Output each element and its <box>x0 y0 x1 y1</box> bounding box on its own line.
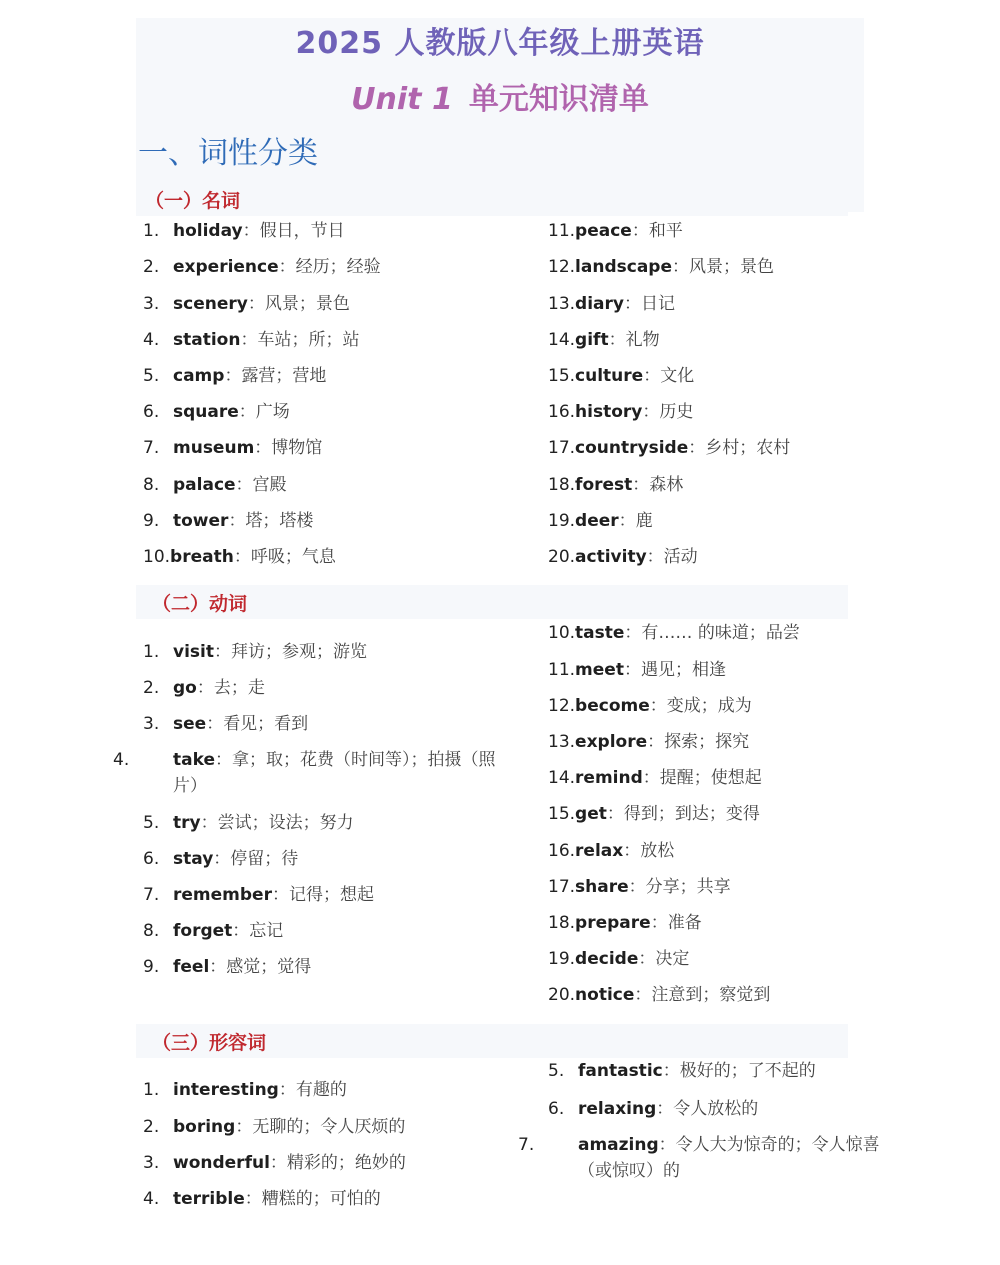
item-number: 4. <box>143 330 160 350</box>
item-number: 2. <box>143 257 160 277</box>
section-heading-background <box>136 182 848 216</box>
item-number: 12. <box>548 257 576 277</box>
chinese-meaning: 假日，节日 <box>259 221 345 241</box>
document-subtitle <box>0 74 1000 118</box>
colon-separator: ： <box>196 678 214 698</box>
colon-separator: ： <box>656 1099 674 1119</box>
chinese-meaning: 风景；景色 <box>688 257 774 277</box>
colon-separator: ： <box>638 949 656 969</box>
item-number: 3. <box>143 294 160 314</box>
english-word: become <box>575 696 650 716</box>
english-word: relaxing <box>578 1099 657 1119</box>
vocab-item <box>143 327 359 353</box>
item-number: 13. <box>548 732 576 752</box>
document-title: 2025 人教版八年级上册英语 <box>295 26 705 61</box>
chinese-meaning: 露营；营地 <box>241 366 327 386</box>
english-word: deer <box>575 511 619 531</box>
item-number: 4. <box>113 750 130 770</box>
vocab-item <box>143 711 308 737</box>
vocab-item <box>548 874 731 900</box>
vocab-item <box>548 508 653 534</box>
colon-separator: ： <box>200 813 218 833</box>
colon-separator: ： <box>662 1061 680 1081</box>
item-number: 1. <box>143 221 160 241</box>
english-word: remind <box>575 768 643 788</box>
english-word: peace <box>575 221 632 241</box>
item-number: 17. <box>548 438 576 458</box>
vocab-item <box>548 765 762 791</box>
vocab-item <box>548 291 675 317</box>
english-word: remember <box>173 885 272 905</box>
item-number: 12. <box>548 696 576 716</box>
english-word: station <box>173 330 241 350</box>
colon-separator: ： <box>235 1117 253 1137</box>
chinese-meaning: 和平 <box>648 221 683 241</box>
english-word: boring <box>173 1117 236 1137</box>
colon-separator: ： <box>232 921 250 941</box>
english-word: square <box>173 402 239 422</box>
colon-separator: ： <box>278 257 296 277</box>
chinese-meaning: 博物馆 <box>271 438 323 458</box>
vocab-item <box>143 675 265 701</box>
item-number: 9. <box>143 957 160 977</box>
colon-separator: ： <box>671 257 689 277</box>
english-word: wonderful <box>173 1153 270 1173</box>
vocab-item <box>548 801 760 827</box>
vocab-item <box>548 693 752 719</box>
colon-separator: ： <box>242 221 260 241</box>
item-number: 20. <box>548 985 576 1005</box>
vocab-item <box>143 472 287 498</box>
vocab-item <box>143 846 298 872</box>
item-number: 13. <box>548 294 576 314</box>
vocab-item <box>143 508 313 534</box>
vocab-item <box>548 946 689 972</box>
colon-separator: ： <box>608 330 626 350</box>
vocab-item <box>143 1150 406 1176</box>
item-number: 7. <box>518 1135 535 1155</box>
english-word: notice <box>575 985 635 1005</box>
item-number: 11. <box>548 221 576 241</box>
english-word: forest <box>575 475 633 495</box>
english-word: stay <box>173 849 214 869</box>
english-word: holiday <box>173 221 243 241</box>
item-number: 4. <box>143 1189 160 1209</box>
colon-separator: ： <box>632 475 650 495</box>
item-number: 1. <box>143 642 160 662</box>
chinese-meaning: 活动 <box>663 547 698 567</box>
colon-separator: ： <box>634 985 652 1005</box>
vocab-item <box>143 363 326 389</box>
colon-separator: ： <box>235 475 253 495</box>
vocab-item <box>143 435 322 461</box>
colon-separator: ： <box>631 221 649 241</box>
chinese-meaning: 乡村；农村 <box>705 438 791 458</box>
vocab-item <box>143 882 374 908</box>
colon-separator: ： <box>642 768 660 788</box>
vocab-item <box>548 982 770 1008</box>
item-number: 1. <box>143 1080 160 1100</box>
english-word: visit <box>173 642 214 662</box>
vocab-item <box>548 544 698 570</box>
vocab-item <box>548 399 693 425</box>
item-number: 6. <box>143 402 160 422</box>
item-number: 16. <box>548 841 576 861</box>
item-number: 8. <box>143 921 160 941</box>
english-word: try <box>173 813 201 833</box>
chinese-meaning: 有趣的 <box>295 1080 347 1100</box>
chinese-meaning: 令人放松的 <box>673 1099 759 1119</box>
item-number: 11. <box>548 660 576 680</box>
english-word: countryside <box>575 438 689 458</box>
colon-separator: ： <box>647 732 665 752</box>
section-heading: （二）动词 <box>152 593 248 615</box>
english-word: take <box>173 750 215 770</box>
colon-separator: ： <box>623 294 641 314</box>
colon-separator: ： <box>214 750 232 770</box>
english-word: landscape <box>575 257 672 277</box>
chinese-meaning: 拜访；参观；游览 <box>230 642 367 662</box>
colon-separator: ： <box>213 849 231 869</box>
english-word: activity <box>575 547 647 567</box>
vocab-item <box>143 1077 347 1103</box>
colon-separator: ： <box>623 660 641 680</box>
chinese-meaning: 得到；到达；变得 <box>623 804 760 824</box>
english-word: prepare <box>575 913 651 933</box>
part-title: 一、词性分类 <box>138 136 318 171</box>
chinese-meaning: 塔；塔楼 <box>245 511 314 531</box>
item-number: 7. <box>143 885 160 905</box>
item-number: 14. <box>548 330 576 350</box>
vocab-item <box>143 639 367 665</box>
item-number: 15. <box>548 804 576 824</box>
colon-separator: ： <box>271 885 289 905</box>
chinese-meaning: 极好的；了不起的 <box>679 1061 816 1081</box>
vocab-item <box>143 1114 405 1140</box>
item-number: 16. <box>548 402 576 422</box>
english-word: history <box>575 402 643 422</box>
english-word: scenery <box>173 294 248 314</box>
vocab-item <box>143 254 381 280</box>
item-number: 19. <box>548 949 576 969</box>
english-word: tower <box>173 511 229 531</box>
english-word: explore <box>575 732 648 752</box>
vocab-item <box>143 954 311 980</box>
chinese-meaning: 遇见；相逢 <box>640 660 726 680</box>
chinese-meaning: 提醒；使想起 <box>659 768 762 788</box>
vocab-item <box>548 327 660 353</box>
chinese-meaning: 决定 <box>655 949 690 969</box>
chinese-meaning: 拿；取；花费（时间等）；拍摄（照片） <box>173 750 496 796</box>
item-number: 5. <box>143 366 160 386</box>
colon-separator: ： <box>244 1189 262 1209</box>
vocab-item <box>143 1186 381 1212</box>
english-word: relax <box>575 841 624 861</box>
item-number: 10. <box>548 623 576 643</box>
item-number: 17. <box>548 877 576 897</box>
item-number: 8. <box>143 475 160 495</box>
chinese-meaning: 停留；待 <box>230 849 299 869</box>
vocab-item <box>143 810 354 836</box>
english-word: breath <box>170 547 234 567</box>
vocab-item <box>518 1132 896 1184</box>
item-number: 15. <box>548 366 576 386</box>
item-number: 19. <box>548 511 576 531</box>
colon-separator: ： <box>643 366 661 386</box>
chinese-meaning: 无聊的；令人厌烦的 <box>252 1117 406 1137</box>
colon-separator: ： <box>209 957 227 977</box>
colon-separator: ： <box>240 330 258 350</box>
colon-separator: ： <box>624 623 642 643</box>
chinese-meaning: 经历；经验 <box>295 257 381 277</box>
chinese-meaning: 有…… 的味道；品尝 <box>641 623 800 643</box>
item-number: 2. <box>143 1117 160 1137</box>
chinese-meaning: 感觉；觉得 <box>226 957 312 977</box>
vocab-item <box>548 254 774 280</box>
english-word: forget <box>173 921 233 941</box>
english-word: palace <box>173 475 236 495</box>
english-word: share <box>575 877 629 897</box>
vocab-item <box>143 918 283 944</box>
english-word: gift <box>575 330 609 350</box>
colon-separator: ： <box>228 511 246 531</box>
vocab-item <box>548 910 702 936</box>
colon-separator: ： <box>658 1135 676 1155</box>
chinese-meaning: 令人大为惊奇的；令人惊喜（或惊叹）的 <box>578 1135 880 1181</box>
unit-label: Unit 1 <box>351 82 453 117</box>
vocab-item <box>548 657 726 683</box>
chinese-meaning: 文化 <box>660 366 695 386</box>
chinese-meaning: 历史 <box>659 402 694 422</box>
vocab-item <box>143 218 345 244</box>
vocab-item <box>548 838 674 864</box>
chinese-meaning: 分享；共享 <box>645 877 731 897</box>
chinese-meaning: 放松 <box>640 841 675 861</box>
chinese-meaning: 鹿 <box>635 511 653 531</box>
vocab-item <box>548 472 683 498</box>
colon-separator: ： <box>213 642 231 662</box>
english-word: terrible <box>173 1189 245 1209</box>
chinese-meaning: 记得；想起 <box>288 885 374 905</box>
english-word: culture <box>575 366 644 386</box>
colon-separator: ： <box>623 841 641 861</box>
subtitle-text: 单元知识清单 <box>468 82 649 117</box>
colon-separator: ： <box>650 913 668 933</box>
english-word: meet <box>575 660 624 680</box>
chinese-meaning: 尝试；设法；努力 <box>217 813 354 833</box>
english-word: interesting <box>173 1080 279 1100</box>
item-number: 5. <box>548 1061 565 1081</box>
english-word: go <box>173 678 197 698</box>
item-number: 5. <box>143 813 160 833</box>
vocab-item <box>143 544 336 570</box>
colon-separator: ： <box>238 402 256 422</box>
colon-separator: ： <box>269 1153 287 1173</box>
chinese-meaning: 探索；探究 <box>664 732 750 752</box>
chinese-meaning: 呼吸；气息 <box>250 547 336 567</box>
english-word: camp <box>173 366 225 386</box>
item-number: 6. <box>548 1099 565 1119</box>
colon-separator: ： <box>224 366 242 386</box>
colon-separator: ： <box>233 547 251 567</box>
item-number: 14. <box>548 768 576 788</box>
chinese-meaning: 变成；成为 <box>666 696 752 716</box>
vocab-item <box>143 399 290 425</box>
chinese-meaning: 风景；景色 <box>264 294 350 314</box>
vocab-item <box>143 291 350 317</box>
item-number: 6. <box>143 849 160 869</box>
chinese-meaning: 精彩的；绝妙的 <box>286 1153 406 1173</box>
item-number: 3. <box>143 1153 160 1173</box>
item-number: 10. <box>143 547 171 567</box>
english-word: see <box>173 714 207 734</box>
item-number: 20. <box>548 547 576 567</box>
colon-separator: ： <box>206 714 224 734</box>
english-word: taste <box>575 623 625 643</box>
vocab-item <box>548 729 749 755</box>
colon-separator: ： <box>628 877 646 897</box>
colon-separator: ： <box>642 402 660 422</box>
colon-separator: ： <box>278 1080 296 1100</box>
chinese-meaning: 宫殿 <box>252 475 287 495</box>
colon-separator: ： <box>618 511 636 531</box>
item-number: 18. <box>548 475 576 495</box>
chinese-meaning: 看见；看到 <box>223 714 309 734</box>
chinese-meaning: 糟糕的；可怕的 <box>261 1189 381 1209</box>
chinese-meaning: 准备 <box>667 913 702 933</box>
english-word: experience <box>173 257 279 277</box>
english-word: get <box>575 804 607 824</box>
vocab-item <box>113 747 508 799</box>
colon-separator: ： <box>606 804 624 824</box>
item-number: 9. <box>143 511 160 531</box>
chinese-meaning: 忘记 <box>249 921 284 941</box>
vocab-item <box>548 218 683 244</box>
section-heading: （一）名词 <box>145 190 241 212</box>
item-number: 18. <box>548 913 576 933</box>
chinese-meaning: 注意到；察觉到 <box>651 985 771 1005</box>
item-number: 7. <box>143 438 160 458</box>
english-word: fantastic <box>578 1061 663 1081</box>
vocab-item <box>548 620 800 646</box>
colon-separator: ： <box>688 438 706 458</box>
colon-separator: ： <box>247 294 265 314</box>
english-word: diary <box>575 294 624 314</box>
english-word: amazing <box>578 1135 659 1155</box>
vocab-item <box>548 363 694 389</box>
chinese-meaning: 森林 <box>649 475 684 495</box>
english-word: museum <box>173 438 255 458</box>
colon-separator: ： <box>646 547 664 567</box>
chinese-meaning: 日记 <box>640 294 675 314</box>
chinese-meaning: 广场 <box>255 402 290 422</box>
chinese-meaning: 车站；所；站 <box>257 330 360 350</box>
colon-separator: ： <box>254 438 272 458</box>
english-word: feel <box>173 957 210 977</box>
colon-separator: ： <box>649 696 667 716</box>
section-heading: （三）形容词 <box>152 1032 267 1054</box>
item-number: 3. <box>143 714 160 734</box>
item-number: 2. <box>143 678 160 698</box>
chinese-meaning: 去；走 <box>213 678 265 698</box>
vocab-item <box>548 1058 816 1084</box>
vocab-item <box>548 435 790 461</box>
english-word: decide <box>575 949 639 969</box>
chinese-meaning: 礼物 <box>625 330 660 350</box>
vocab-item <box>548 1096 758 1122</box>
